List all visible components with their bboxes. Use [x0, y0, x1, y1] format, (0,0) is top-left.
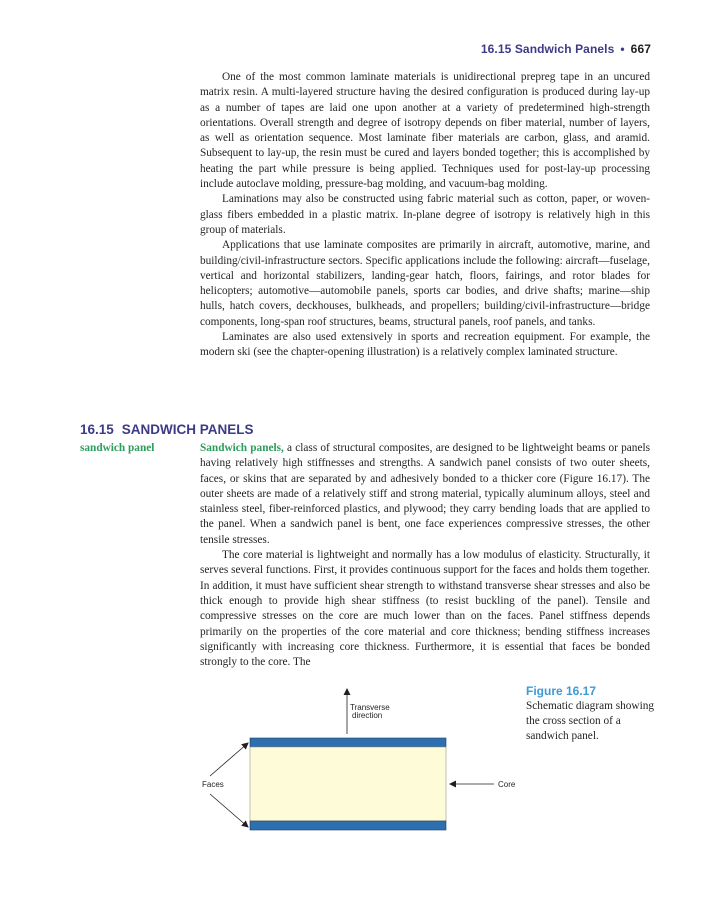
section-number: 16.15	[80, 422, 114, 437]
paragraph: Applications that use laminate composites are primarily in aircraft, automotive, marine, and building/civil-infrastructure sectors. Specific applications include the following: aircraft—fuselage, vertical and horizontal stabilizers, landing-gear hatch, floors, fairings, and rotor blades for helicopters; automotive—automobile panels, sports car bodies, and drive shafts; marine—ship hulls, hatch covers, deckhouses, bulkheads, and propellers; building/civil-infrastructure—bridge components, long-span roof structures, beams, structural panels, roof panels, and tanks.	[200, 239, 650, 328]
header-separator: •	[620, 42, 625, 56]
header-section-title: 16.15 Sandwich Panels	[480, 42, 615, 56]
paragraph	[200, 441, 650, 548]
paragraph: Laminations may also be constructed using fabric material such as cotton, paper, or woven-glass fibers embedded in a plastic matrix. In-plane degree of isotropy is relatively high in this group of materials.	[200, 193, 650, 236]
bottom-face	[250, 821, 446, 830]
paragraph-text: a class of structural composites, are designed to be lightweight beams or panels having relatively high stiffnesses and strengths. A sandwich panel consists of two outer sheets, faces, or skins that are separated by and adhesively bonded to a thicker core (Figure 16.17). The outer sheets are made of a relatively stiff and strong material, typically aluminum alloys, steel and stainless steel, fiber-reinforced plastics, and plywood; they carry bending loads that are applied to the panel. When a sandwich panel is bent, one face experiences compressive stresses, the other tensile stresses.	[200, 442, 650, 546]
sandwich-text-block	[200, 441, 650, 670]
top-face	[250, 738, 446, 747]
running-header	[481, 42, 651, 56]
core-label: Core	[498, 780, 516, 789]
core	[250, 747, 446, 821]
figure-number: Figure 16.17	[526, 684, 597, 698]
margin-glossary-term: sandwich panel	[80, 442, 155, 454]
faces-arrow-bottom	[210, 794, 248, 827]
figure-caption	[526, 684, 656, 744]
sandwich-panel-diagram	[190, 680, 520, 835]
faces-label: Faces	[202, 780, 224, 789]
transverse-label: Transverse	[350, 703, 390, 712]
page-number: 667	[630, 42, 651, 56]
laminate-text-block	[200, 70, 650, 361]
faces-arrow-top	[210, 743, 248, 776]
paragraph: Laminates are also used extensively in sports and recreation equipment. For example, the modern ski (see the chapter-opening illustration) is a relatively complex laminated structure.	[200, 331, 650, 359]
section-heading	[80, 422, 254, 437]
paragraph: The core material is lightweight and normally has a low modulus of elasticity. Structurally, it serves several functions. First, it provides continuous support for the faces and holds them together. In addition, it must have sufficient shear strength to withstand transverse shear stresses and also be thick enough to provide high shear stiffness (to resist buckling of the panel). Tensile and compressive stresses on the core are much lower than on the faces. Panel stiffness depends primarily on the properties of the core material and core thickness; bending stiffness increases significantly with increasing core thickness. Furthermore, it is essential that faces be bonded strongly to the core. The	[200, 549, 650, 669]
section-title: SANDWICH PANELS	[121, 422, 254, 437]
figure-caption-text: Schematic diagram showing the cross section of a sandwich panel.	[526, 700, 655, 742]
paragraph: One of the most common laminate materials is unidirectional prepreg tape in an uncured matrix resin. A multi-layered structure having the desired configuration is produced during lay-up as a number of tapes are laid one upon another at a variety of predetermined high-strength orientations. Overall strength and degree of isotropy depends on fiber material, number of layers, as well as orientation sequence. Most laminate fiber materials are carbon, glass, and aramid. Subsequent to lay-up, the resin must be cured and layers bonded together; this is accomplished by heating the part while pressure is being applied. Techniques used for post-lay-up processing include autoclave molding, pressure-bag molding, and vacuum-bag molding.	[200, 71, 650, 191]
key-term: Sandwich panels,	[200, 442, 284, 454]
transverse-label: direction	[352, 711, 383, 720]
